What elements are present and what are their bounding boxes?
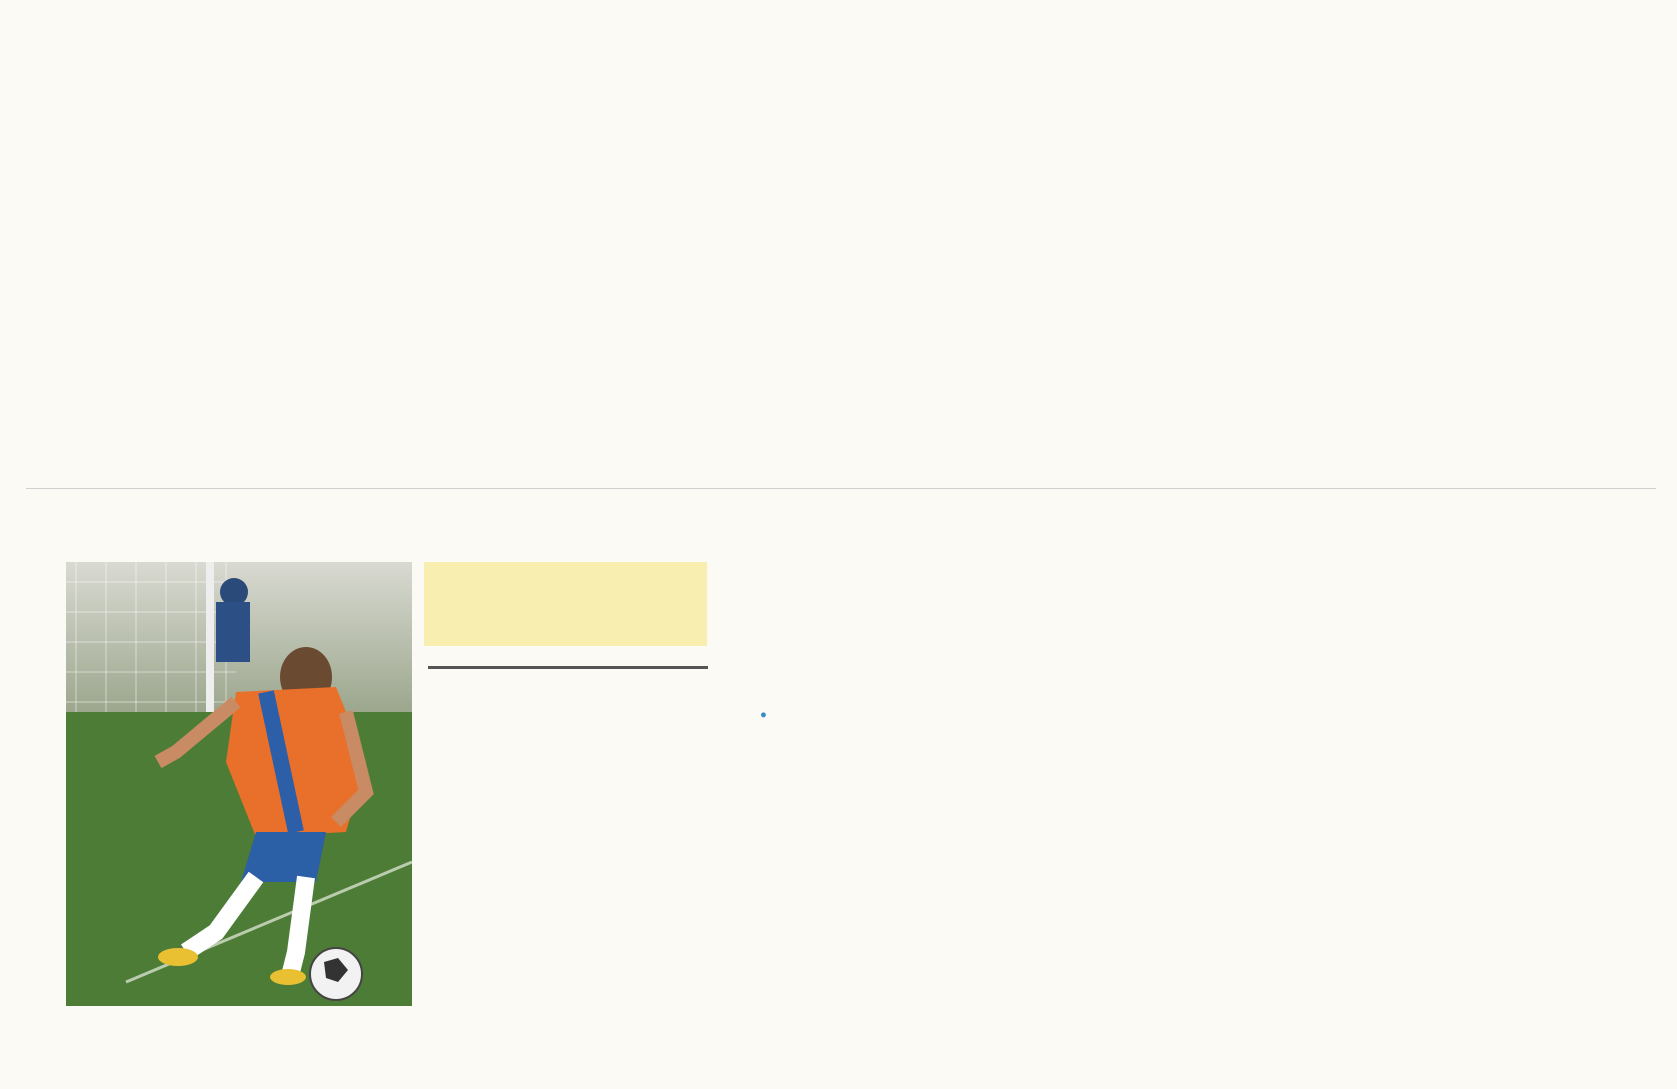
league-tables-strip <box>26 8 1656 488</box>
score-away <box>424 600 705 638</box>
section-divider <box>26 488 1656 489</box>
match-photo <box>66 562 412 1006</box>
photo-caption <box>66 1014 70 1029</box>
lineups-box <box>428 656 708 669</box>
article-lead: ● <box>760 709 767 721</box>
match-officials <box>428 666 708 669</box>
article-paragraph <box>760 706 1053 723</box>
goals-line <box>428 668 708 669</box>
scoreboard <box>424 562 707 646</box>
player-image <box>66 562 412 1006</box>
article-body <box>760 706 1366 723</box>
score-home <box>424 562 705 600</box>
